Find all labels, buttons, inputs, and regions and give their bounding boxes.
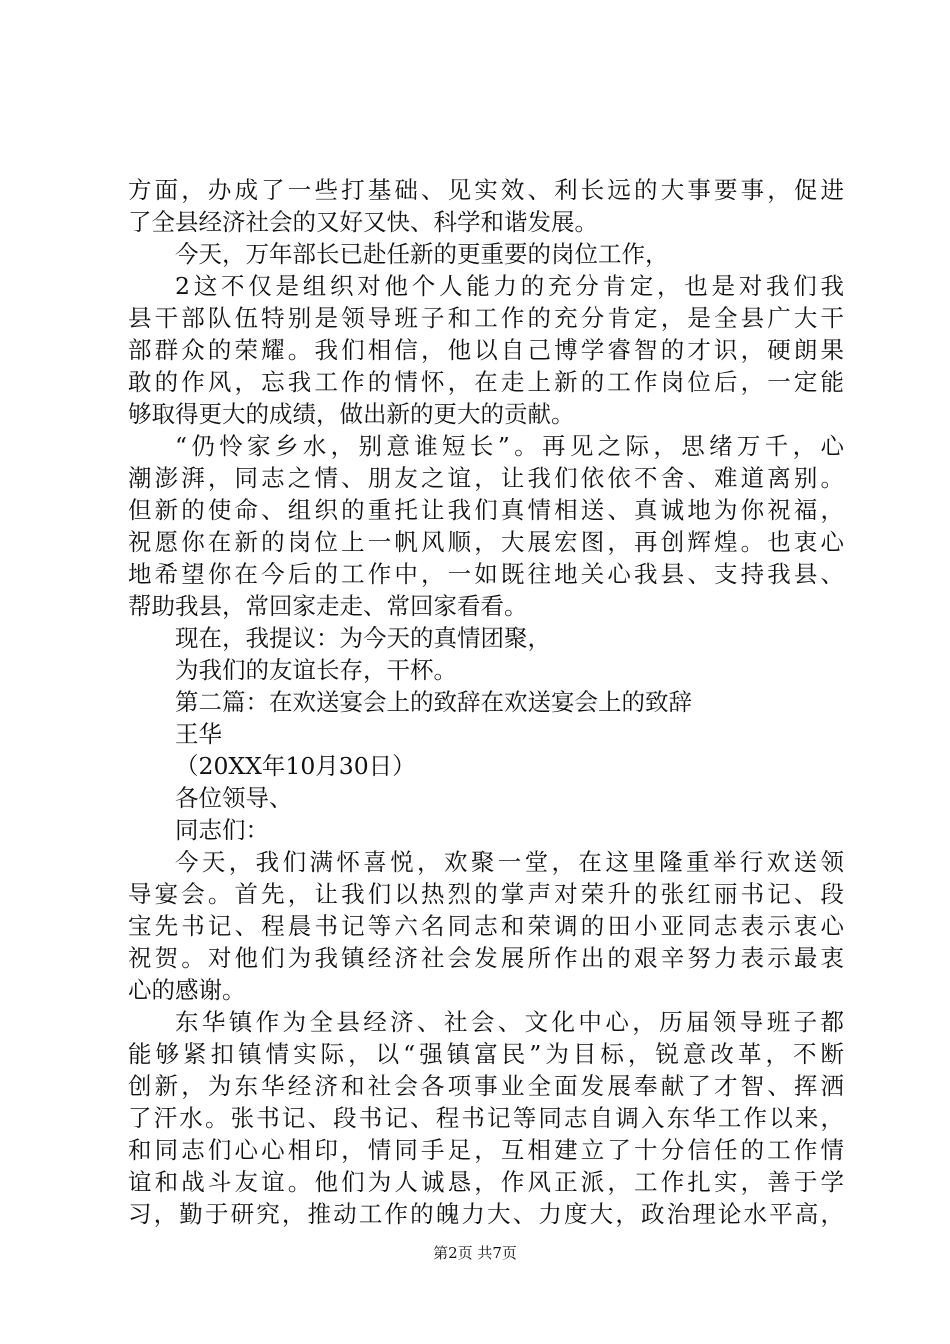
text-line: 为我们的友谊长存，干杯。 xyxy=(175,656,457,684)
text-line: 能够紧扣镇情实际，以“强镇富民”为目标，锐意改革，不断 xyxy=(128,1040,844,1068)
text-line: “仍怜家乡水，别意谁短长”。再见之际，思绪万千，心 xyxy=(175,432,844,460)
text-line: 2这不仅是组织对他个人能力的充分肯定，也是对我们我 xyxy=(175,272,844,300)
text-line: 今天，我们满怀喜悦，欢聚一堂，在这里隆重举行欢送领 xyxy=(175,848,844,876)
text-line: 东华镇作为全县经济、社会、文化中心，历届领导班子都 xyxy=(175,1008,844,1036)
text-line: 方面，办成了一些打基础、见实效、利长远的大事要事，促进 xyxy=(128,176,844,204)
text-line: 各位领导、 xyxy=(175,784,293,812)
text-line: 敢的作风，忘我工作的情怀，在走上新的工作岗位后，一定能 xyxy=(128,368,844,396)
text-line: 今天，万年部长已赴任新的更重要的岗位工作， xyxy=(175,240,669,268)
text-line: 潮澎湃，同志之情、朋友之谊，让我们依依不舍、难道离别。 xyxy=(128,464,844,492)
text-line: 县干部队伍特别是领导班子和工作的充分肯定，是全县广大干 xyxy=(128,304,844,332)
document-body xyxy=(128,174,844,1230)
text-line: 地希望你在今后的工作中，一如既往地关心我县、支持我县、 xyxy=(128,560,844,588)
text-line: 创新，为东华经济和社会各项事业全面发展奉献了才智、挥洒 xyxy=(128,1072,844,1100)
text-line: 部群众的荣耀。我们相信，他以自己博学睿智的才识，硬朗果 xyxy=(128,336,844,364)
text-line: 现在，我提议：为今天的真情团聚， xyxy=(175,624,551,652)
text-line: 心的感谢。 xyxy=(128,976,246,1004)
text-line: 王华 xyxy=(175,720,222,748)
text-line: 习，勤于研究，推动工作的魄力大、力度大，政治理论水平高， xyxy=(128,1200,844,1228)
text-line: 祝贺。对他们为我镇经济社会发展所作出的艰辛努力表示最衷 xyxy=(128,944,844,972)
text-line: 宝先书记、程晨书记等六名同志和荣调的田小亚同志表示衷心 xyxy=(128,912,844,940)
text-line: 同志们： xyxy=(175,816,269,844)
text-line: 第二篇：在欢送宴会上的致辞在欢送宴会上的致辞 xyxy=(175,688,692,716)
text-line: 谊和战斗友谊。他们为人诚恳，作风正派，工作扎实，善于学 xyxy=(128,1168,844,1196)
text-line: 了汗水。张书记、段书记、程书记等同志自调入东华工作以来， xyxy=(128,1104,844,1132)
text-line: （20XX年10月30日） xyxy=(175,752,416,780)
page-footer: 第2页 共7页 xyxy=(433,1244,517,1262)
text-line: 和同志们心心相印，情同手足，互相建立了十分信任的工作情 xyxy=(128,1136,844,1164)
text-line: 祝愿你在新的岗位上一帆风顺，大展宏图，再创辉煌。也衷心 xyxy=(128,528,844,556)
text-line: 帮助我县，常回家走走、常回家看看。 xyxy=(128,592,528,620)
text-line: 够取得更大的成绩，做出新的更大的贡献。 xyxy=(128,400,575,428)
text-line: 导宴会。首先，让我们以热烈的掌声对荣升的张红丽书记、段 xyxy=(128,880,844,908)
text-line: 但新的使命、组织的重托让我们真情相送、真诚地为你祝福， xyxy=(128,496,844,524)
text-line: 了全县经济社会的又好又快、科学和谐发展。 xyxy=(128,208,598,236)
